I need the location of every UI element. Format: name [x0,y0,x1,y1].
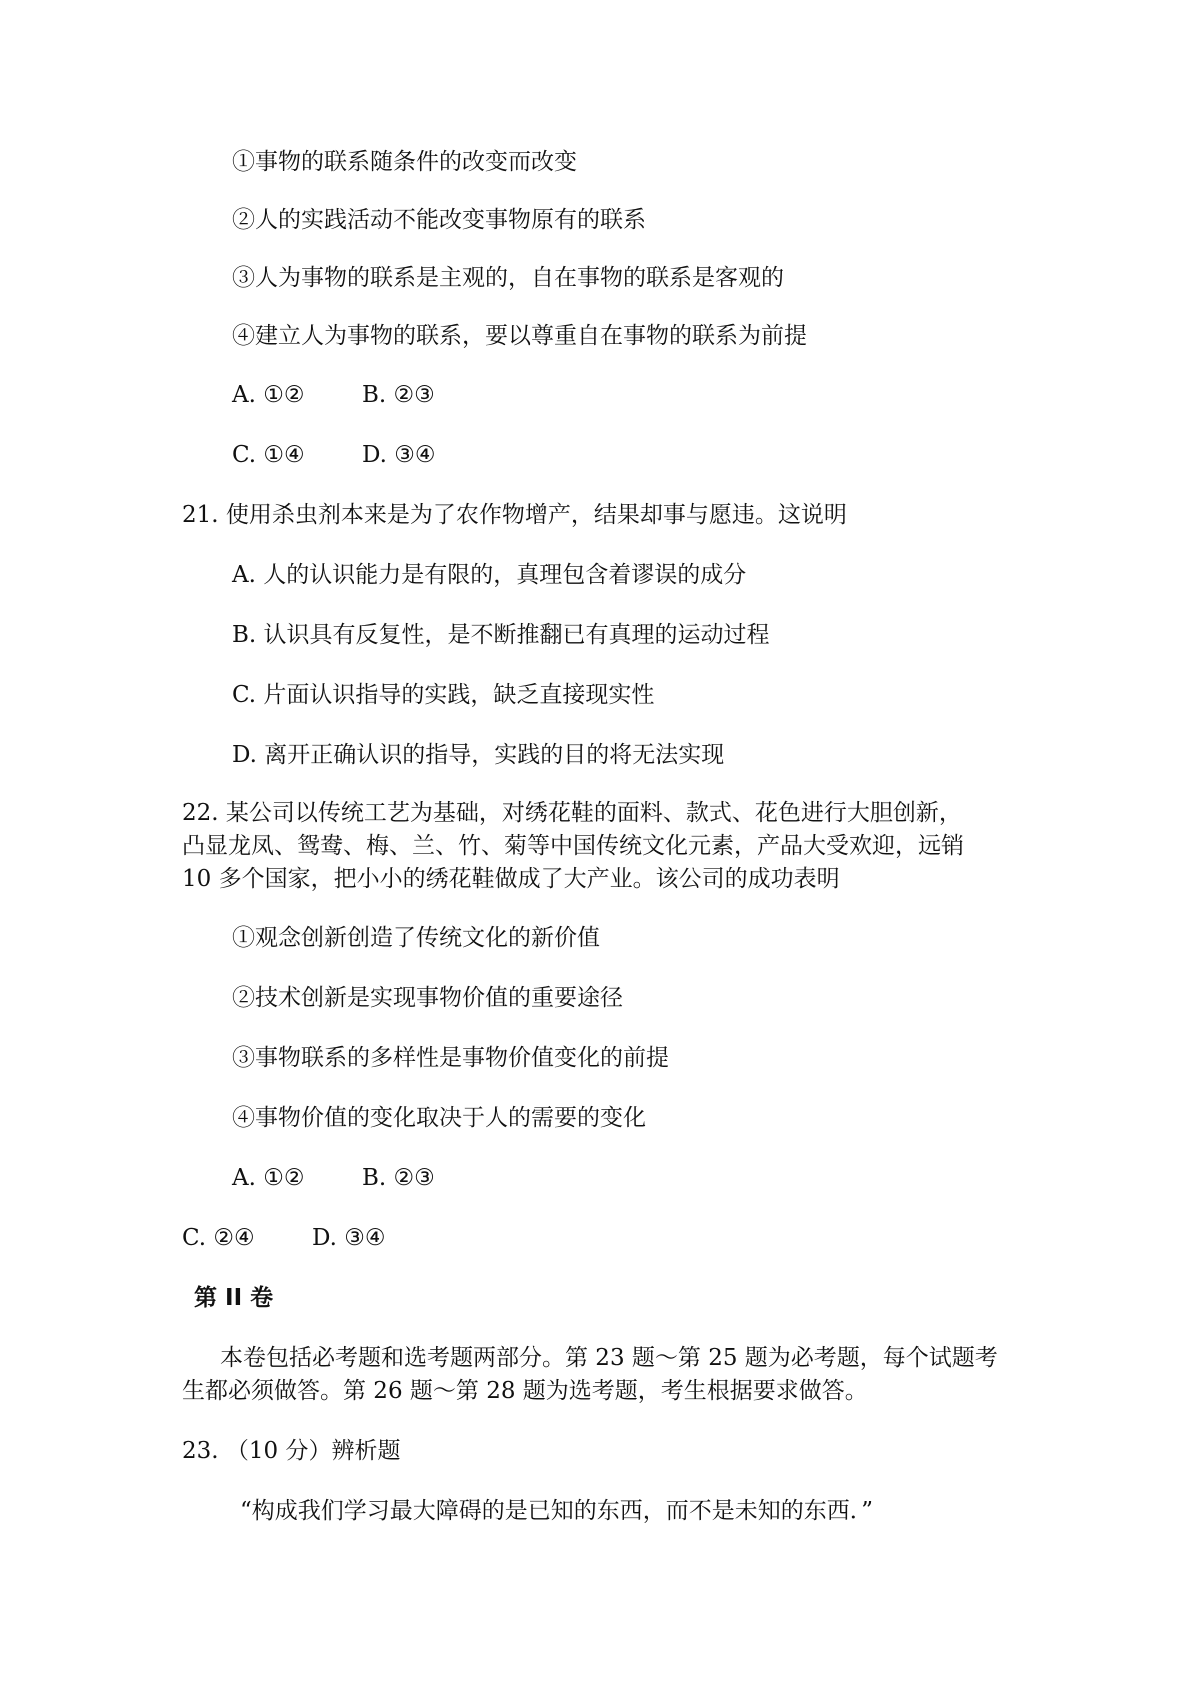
q20-statement-4: ④建立人为事物的联系，要以尊重自在事物的联系为前提 [232,323,807,349]
q22-statement-2: ②技术创新是实现事物价值的重要途径 [232,985,623,1011]
q21-option-c: C. 片面认识指导的实践，缺乏直接现实性 [232,682,655,708]
q20-statement-3: ③人为事物的联系是主观的，自在事物的联系是客观的 [232,265,784,291]
q22-option-a: A. ①② [232,1165,305,1191]
q20-option-a: A. ①② [232,382,305,408]
q20-option-d: D. ③④ [362,442,436,468]
q21-option-d: D. 离开正确认识的指导，实践的目的将无法实现 [232,742,725,768]
q20-statement-2: ②人的实践活动不能改变事物原有的联系 [232,207,646,233]
q21-stem: 21. 使用杀虫剂本来是为了农作物增产，结果却事与愿违。这说明 [182,502,847,528]
section-title: 第 II 卷 [194,1285,274,1311]
q22-option-c: C. ②④ [182,1225,255,1251]
q23-quote: “构成我们学习最大障碍的是已知的东西，而不是未知的东西．” [240,1498,874,1524]
q23-stem: 23. （10 分）辨析题 [182,1438,401,1464]
q22-option-d: D. ③④ [312,1225,386,1251]
q21-option-a: A. 人的认识能力是有限的，真理包含着谬误的成分 [232,562,747,588]
q22-statement-3: ③事物联系的多样性是事物价值变化的前提 [232,1045,669,1071]
section-intro-line-2: 生都必须做答。第 26 题～第 28 题为选考题，考生根据要求做答。 [182,1378,868,1404]
q20-statement-1: ①事物的联系随条件的改变而改变 [232,149,577,175]
q22-statement-4: ④事物价值的变化取决于人的需要的变化 [232,1105,646,1131]
q22-stem-line-2: 凸显龙凤、鸳鸯、梅、兰、竹、菊等中国传统文化元素，产品大受欢迎，远销 [182,833,964,859]
q22-stem-line-3: 10 多个国家，把小小的绣花鞋做成了大产业。该公司的成功表明 [182,866,840,892]
q22-option-b: B. ②③ [362,1165,435,1191]
q22-statement-1: ①观念创新创造了传统文化的新价值 [232,925,600,951]
section-intro-line-1: 本卷包括必考题和选考题两部分。第 23 题～第 25 题为必考题，每个试题考 [220,1345,998,1371]
q20-option-c: C. ①④ [232,442,305,468]
q21-option-b: B. 认识具有反复性，是不断推翻已有真理的运动过程 [232,622,770,648]
q20-option-b: B. ②③ [362,382,435,408]
q22-stem-line-1: 22. 某公司以传统工艺为基础，对绣花鞋的面料、款式、花色进行大胆创新， [182,800,962,826]
